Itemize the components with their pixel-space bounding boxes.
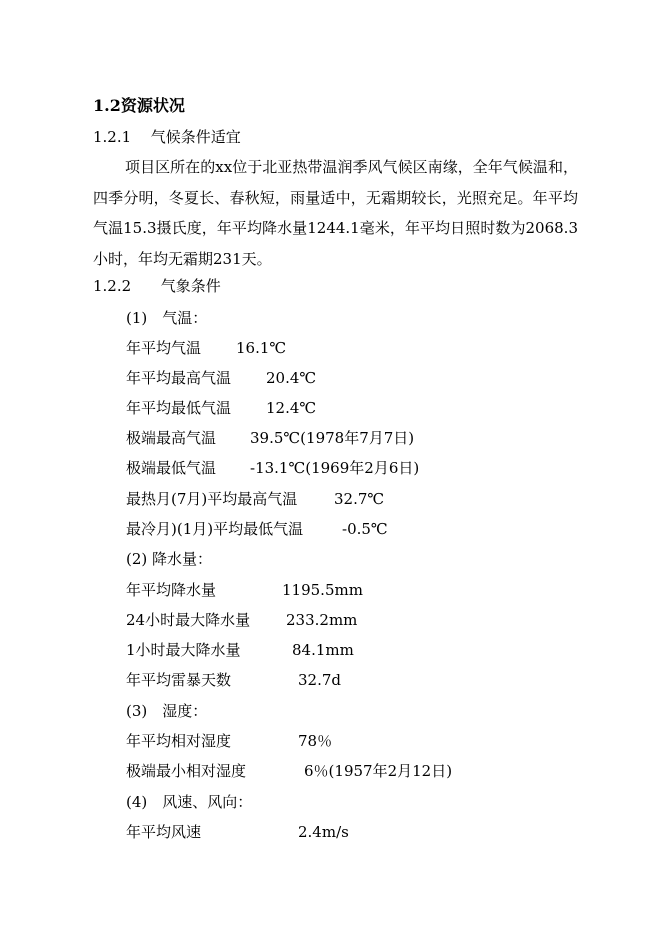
temp-row-value: 20.4℃ bbox=[266, 369, 317, 387]
temp-row-label: 极端最高气温 bbox=[126, 429, 217, 447]
temp-row-value: 12.4℃ bbox=[266, 399, 317, 417]
subsection-2-title: 气象条件 bbox=[160, 277, 221, 295]
subsection-1-number: 1.2.1 bbox=[93, 128, 132, 146]
temp-row-label: 年平均最低气温 bbox=[126, 399, 232, 417]
temp-row-value: 16.1℃ bbox=[236, 339, 287, 357]
precip-row-value: 32.7d bbox=[298, 671, 342, 689]
climate-paragraph bbox=[93, 152, 578, 274]
section-title: 1.2资源状况 bbox=[93, 96, 185, 115]
humidity-row-label: 年平均相对湿度 bbox=[126, 732, 232, 750]
precip-row-label: 年平均降水量 bbox=[126, 581, 217, 599]
humidity-row-label: 极端最小相对湿度 bbox=[126, 762, 247, 780]
temp-row-value: 39.5℃(1978年7月7日) bbox=[250, 429, 415, 447]
subsection-2-number: 1.2.2 bbox=[93, 277, 132, 295]
temp-row-value: 32.7℃ bbox=[334, 490, 385, 508]
temp-row-label: 年平均最高气温 bbox=[126, 369, 232, 387]
precip-row-value: 233.2mm bbox=[286, 611, 358, 629]
precipitation-heading: (2) 降水量： bbox=[126, 550, 213, 568]
wind-row-value: 2.4m/s bbox=[298, 823, 349, 841]
wind-heading: (4) 风速、风向： bbox=[126, 793, 253, 811]
temp-row-label: 极端最低气温 bbox=[126, 459, 217, 477]
precip-row-label: 1小时最大降水量 bbox=[126, 641, 241, 659]
humidity-row-value: 6％(1957年2月12日) bbox=[304, 762, 453, 780]
subsection-1-title: 气候条件适宜 bbox=[150, 128, 241, 146]
temp-row-value: -0.5℃ bbox=[342, 520, 388, 538]
temperature-heading: (1) 气温： bbox=[126, 309, 208, 327]
temp-row-label: 最冷月)(1月)平均最低气温 bbox=[126, 520, 304, 538]
climate-paragraph-text: 项目区所在的xx位于北亚热带温润季风气候区南缘，全年气候温和，四季分明，冬夏长、春秋短，雨量适中，无霜期较长，光照充足。年平均气温15.3摄氏度，年平均降水量1244.1毫米，年平均日照时数为2068.3小时，年均无霜期231天。 bbox=[93, 158, 578, 268]
temp-row-label: 年平均气温 bbox=[126, 339, 202, 357]
subsection-1-heading bbox=[93, 127, 241, 147]
wind-row-label: 年平均风速 bbox=[126, 823, 202, 841]
precip-row-value: 1195.5mm bbox=[282, 581, 363, 599]
subsection-2-heading bbox=[93, 276, 221, 296]
precip-row-label: 年平均雷暴天数 bbox=[126, 671, 232, 689]
precip-row-value: 84.1mm bbox=[292, 641, 354, 659]
humidity-heading: (3) 湿度： bbox=[126, 702, 208, 720]
temp-row-value: -13.1℃(1969年2月6日) bbox=[250, 459, 420, 477]
precip-row-label: 24小时最大降水量 bbox=[126, 611, 251, 629]
temp-row-label: 最热月(7月)平均最高气温 bbox=[126, 490, 298, 508]
humidity-row-value: 78％ bbox=[298, 732, 333, 750]
